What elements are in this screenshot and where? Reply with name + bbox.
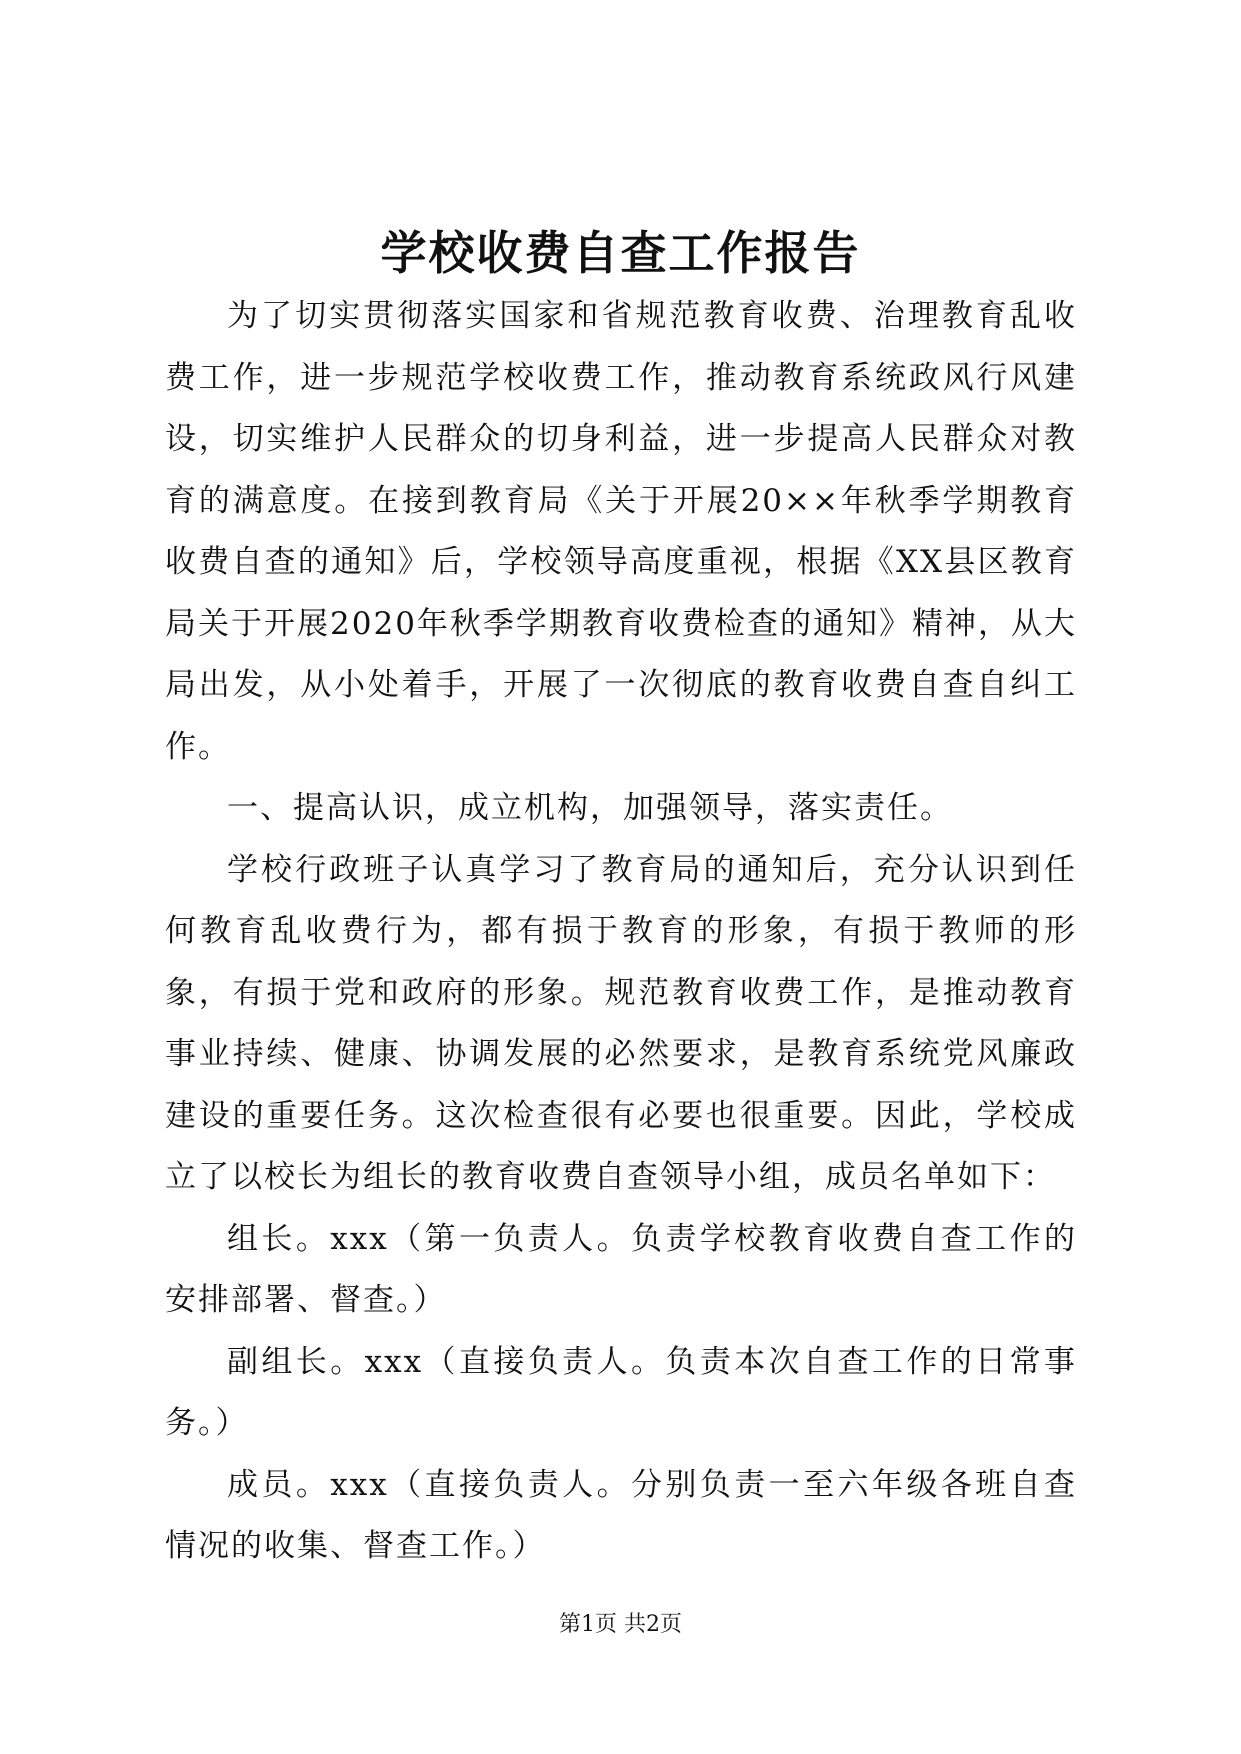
paragraph-members: 成员。xxx（直接负责人。分别负责一至六年级各班自查情况的收集、督查工作。） <box>165 1466 1077 1564</box>
document-title: 学校收费自查工作报告 <box>380 226 861 280</box>
paragraph-section-1: 学校行政班子认真学习了教育局的通知后，充分认识到任何教育乱收费行为，都有损于教育的形象，有损于教师的形象，有损于党和政府的形象。规范教育收费工作，是推动教育事业持续、健康、协调发展的必然要求，是教育系统党风廉政建设的重要任务。这次检查很有必要也很重要。因此，学校成立了以校长为组长的教育收费自查领导小组，成员名单如下： <box>165 851 1077 1195</box>
section-heading-1: 一、提高认识，成立机构，加强领导，落实责任。 <box>227 790 953 826</box>
paragraph-deputy-leader: 副组长。xxx（直接负责人。负责本次自查工作的日常事务。） <box>165 1343 1077 1441</box>
paragraph-intro: 为了切实贯彻落实国家和省规范教育收费、治理教育乱收费工作，进一步规范学校收费工作，推动教育系统政风行风建设，切实维护人民群众的切身利益，进一步提高人民群众对教育的满意度。在接到教育局《关于开展20××年秋季学期教育收费自查的通知》后，学校领导高度重视，根据《XX县区教育局关于开展2020年秋季学期教育收费检查的通知》精神，从大局出发，从小处着手，开展了一次彻底的教育收费自查自纠工作。 <box>165 298 1077 765</box>
document-body <box>165 286 1077 1578</box>
paragraph-group-leader: 组长。xxx（第一负责人。负责学校教育收费自查工作的安排部署、督查。） <box>165 1220 1077 1318</box>
page-footer: 第1页 共2页 <box>559 1612 682 1637</box>
